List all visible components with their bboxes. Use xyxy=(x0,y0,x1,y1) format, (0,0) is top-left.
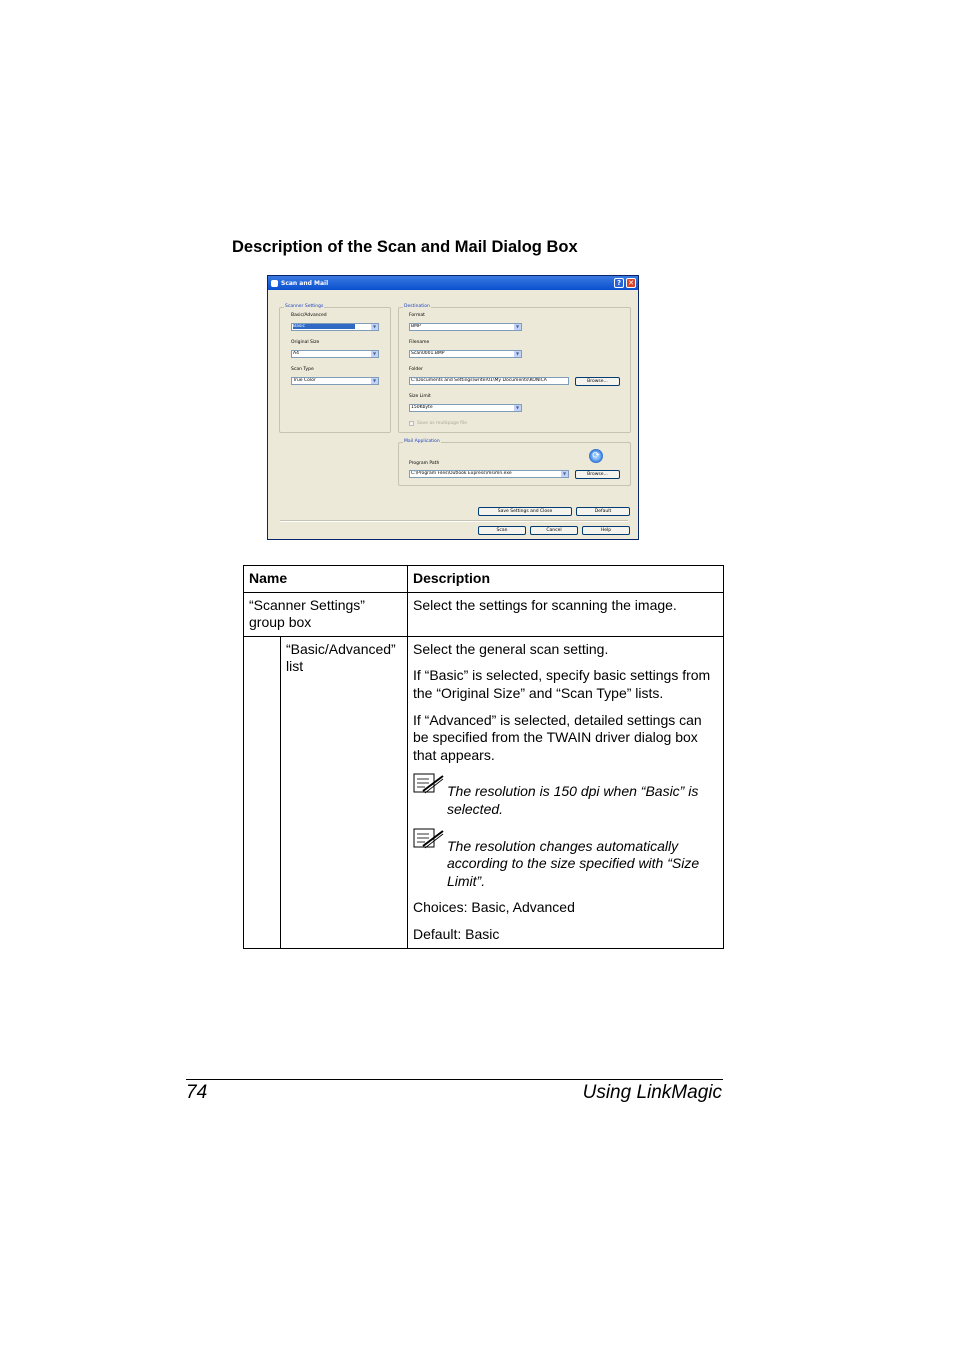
program-path-select[interactable]: C:\Program Files\Outlook Express\msimn.exe ▼ xyxy=(409,470,569,478)
table-row xyxy=(244,592,724,636)
chevron-down-icon: ▼ xyxy=(515,351,520,356)
folder-browse-button[interactable]: Browse... xyxy=(575,377,620,386)
folder-label: Folder xyxy=(409,367,423,372)
row2-description xyxy=(408,636,724,948)
cancel-button[interactable]: Cancel xyxy=(530,526,578,535)
note-2-text: The resolution changes automatically according to the size specified with “Size Limit”. xyxy=(447,837,700,889)
header-description: Description xyxy=(408,566,724,593)
indent-cell xyxy=(244,636,281,948)
row2-p1: Select the general scan setting. xyxy=(413,640,609,657)
app-icon xyxy=(271,280,278,287)
note-1 xyxy=(413,773,718,818)
original-size-select[interactable]: A4 ▼ xyxy=(291,350,379,358)
basic-advanced-label: Basic/Advanced xyxy=(291,313,327,318)
filename-select[interactable]: Scan0001.BMP ▼ xyxy=(409,350,522,358)
help-button[interactable]: Help xyxy=(582,526,630,535)
chevron-down-icon: ▼ xyxy=(515,324,520,329)
format-label: Format xyxy=(409,313,425,318)
divider xyxy=(280,520,628,522)
dialog-titlebar xyxy=(268,276,638,290)
scanner-settings-legend: Scanner Settings xyxy=(285,304,324,309)
chevron-down-icon: ▼ xyxy=(372,351,377,356)
program-browse-button[interactable]: Browse... xyxy=(575,470,620,479)
size-limit-select[interactable]: 150Kbyte ▼ xyxy=(409,404,522,412)
save-settings-close-button[interactable]: Save Settings and Close xyxy=(478,507,572,516)
mail-application-group xyxy=(398,439,631,486)
basic-advanced-select[interactable]: Basic ▼ xyxy=(291,323,379,331)
close-icon[interactable]: ✕ xyxy=(626,278,636,288)
row2-name: “Basic/Advanced” list xyxy=(281,636,408,948)
scan-button[interactable]: Scan xyxy=(478,526,526,535)
chapter-title: Using LinkMagic xyxy=(582,1082,722,1103)
mail-application-legend: Mail Application xyxy=(404,439,440,444)
scan-type-label: Scan Type xyxy=(291,367,314,372)
filename-label: Filename xyxy=(409,340,430,345)
row1-description: Select the settings for scanning the image. xyxy=(408,592,724,636)
multipage-label: Save as multipage file xyxy=(417,421,468,426)
help-icon[interactable]: ? xyxy=(614,278,624,288)
note-pencil-icon xyxy=(413,828,447,891)
header-name: Name xyxy=(244,566,408,593)
note-2 xyxy=(413,828,718,891)
row1-name: “Scanner Settings” group box xyxy=(244,592,408,636)
page-number: 74 xyxy=(186,1082,208,1103)
row2-p3: If “Advanced” is selected, detailed settings can be specified from the TWAIN driver dialog box that appears. xyxy=(413,711,702,763)
chevron-down-icon: ▼ xyxy=(515,405,520,410)
row2-default: Default: Basic xyxy=(413,925,500,942)
destination-group xyxy=(398,304,631,433)
table-row xyxy=(244,636,724,948)
section-heading: Description of the Scan and Mail Dialog Box xyxy=(232,238,578,256)
dialog-title: Scan and Mail xyxy=(281,279,329,287)
scan-type-select[interactable]: True Color ▼ xyxy=(291,377,379,385)
destination-legend: Destination xyxy=(404,304,430,309)
program-path-label: Program Path xyxy=(409,461,440,466)
description-table xyxy=(243,565,724,949)
chevron-down-icon: ▼ xyxy=(372,324,377,329)
folder-input[interactable]: C:\Documents and Settings\writer01\My Documents\KONICA xyxy=(409,377,569,385)
original-size-label: Original Size xyxy=(291,340,320,345)
default-button[interactable]: Default xyxy=(576,507,630,516)
footer-rule xyxy=(186,1079,723,1080)
size-limit-label: Size Limit xyxy=(409,394,431,399)
scan-and-mail-dialog xyxy=(267,275,639,540)
note-1-text: The resolution is 150 dpi when “Basic” is selected. xyxy=(447,783,699,817)
row2-p2: If “Basic” is selected, specify basic settings from the “Original Size” and “Scan Type” lists. xyxy=(413,667,711,701)
refresh-icon[interactable]: ⟳ xyxy=(589,449,603,463)
multipage-checkbox[interactable] xyxy=(409,421,414,426)
chevron-down-icon: ▼ xyxy=(372,378,377,383)
note-pencil-icon xyxy=(413,773,447,818)
chevron-down-icon: ▼ xyxy=(562,471,567,476)
table-header-row xyxy=(244,566,724,593)
row2-choices: Choices: Basic, Advanced xyxy=(413,899,575,916)
scanner-settings-group xyxy=(279,304,391,433)
format-select[interactable]: BMP ▼ xyxy=(409,323,522,331)
